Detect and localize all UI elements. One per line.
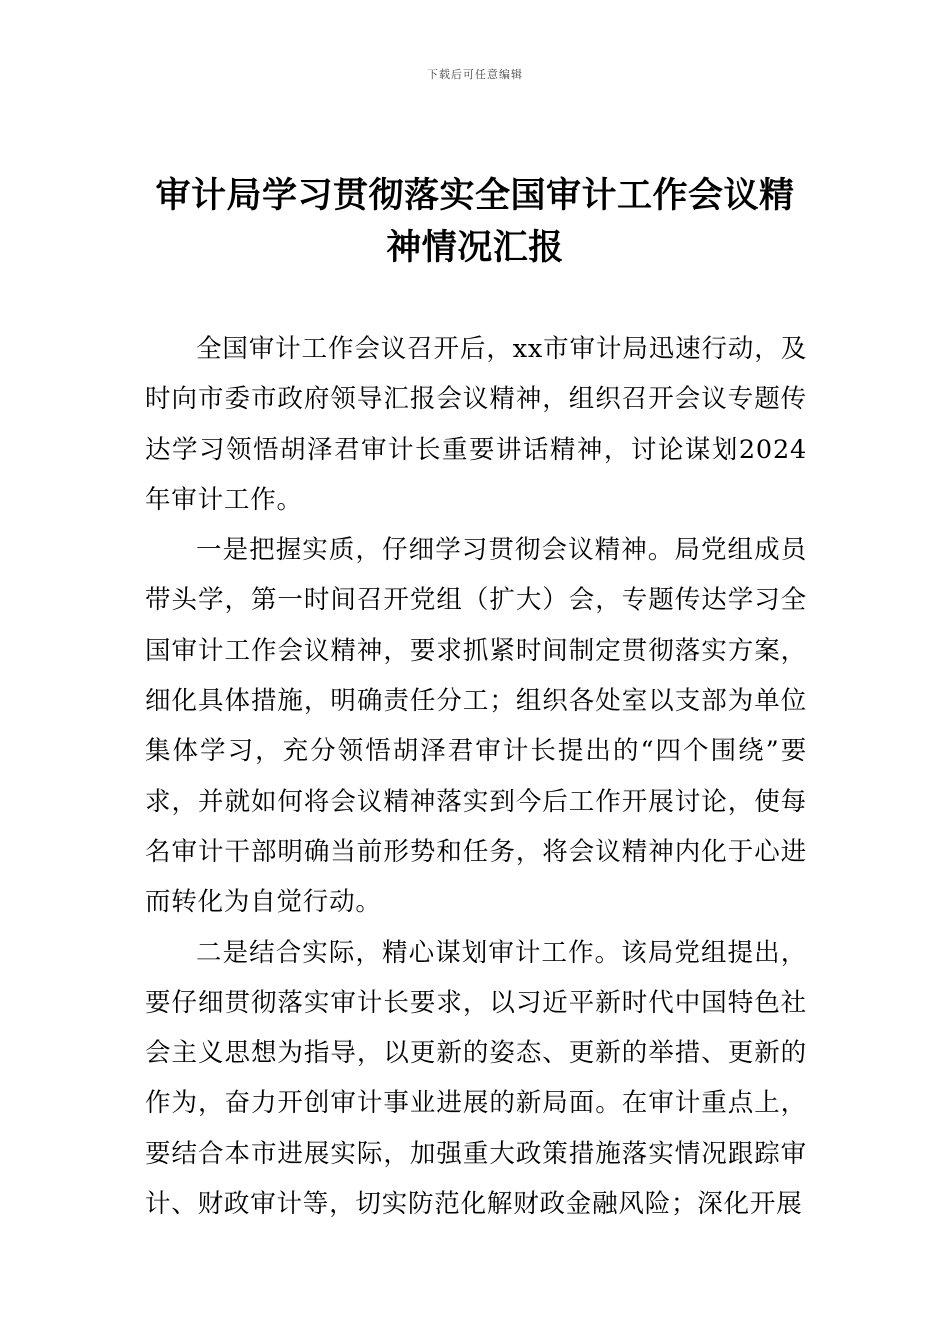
paragraph-intro: 全国审计工作会议召开后，xx市审计局迅速行动，及时向市委市政府领导汇报会议精神，组织召开会议专题传达学习领悟胡泽君审计长重要讲话精神，讨论谋划2024年审计工作。 (145, 334, 807, 515)
document-body (145, 324, 807, 1229)
paragraph-point-one: 一是把握实质，仔细学习贯彻会议精神。局党组成员带头学，第一时间召开党组（扩大）会，专题传达学习全国审计工作会议精神，要求抓紧时间制定贯彻落实方案，细化具体措施，明确责任分工；组织各处室以支部为单位集体学习，充分领悟胡泽君审计长提出的“四个围绕”要求，并就如何将会议精神落实到今后工作开展讨论，使每名审计干部明确当前形势和任务，将会议精神内化于心进而转化为自觉行动。 (145, 535, 807, 918)
paragraph-point-two: 二是结合实际，精心谋划审计工作。该局党组提出，要仔细贯彻落实审计长要求，以习近平新时代中国特色社会主义思想为指导，以更新的姿态、更新的举措、更新的作为，奋力开创审计事业进展的新局面。在审计重点上，要结合本市进展实际，加强重大政策措施落实情况跟踪审计、财政审计等，切实防范化解财政金融风险；深化开展 (145, 937, 807, 1220)
document-title: 审计局学习贯彻落实全国审计工作会议精神情况汇报 (155, 176, 795, 268)
header-note: 下载后可任意编辑 (427, 68, 523, 81)
